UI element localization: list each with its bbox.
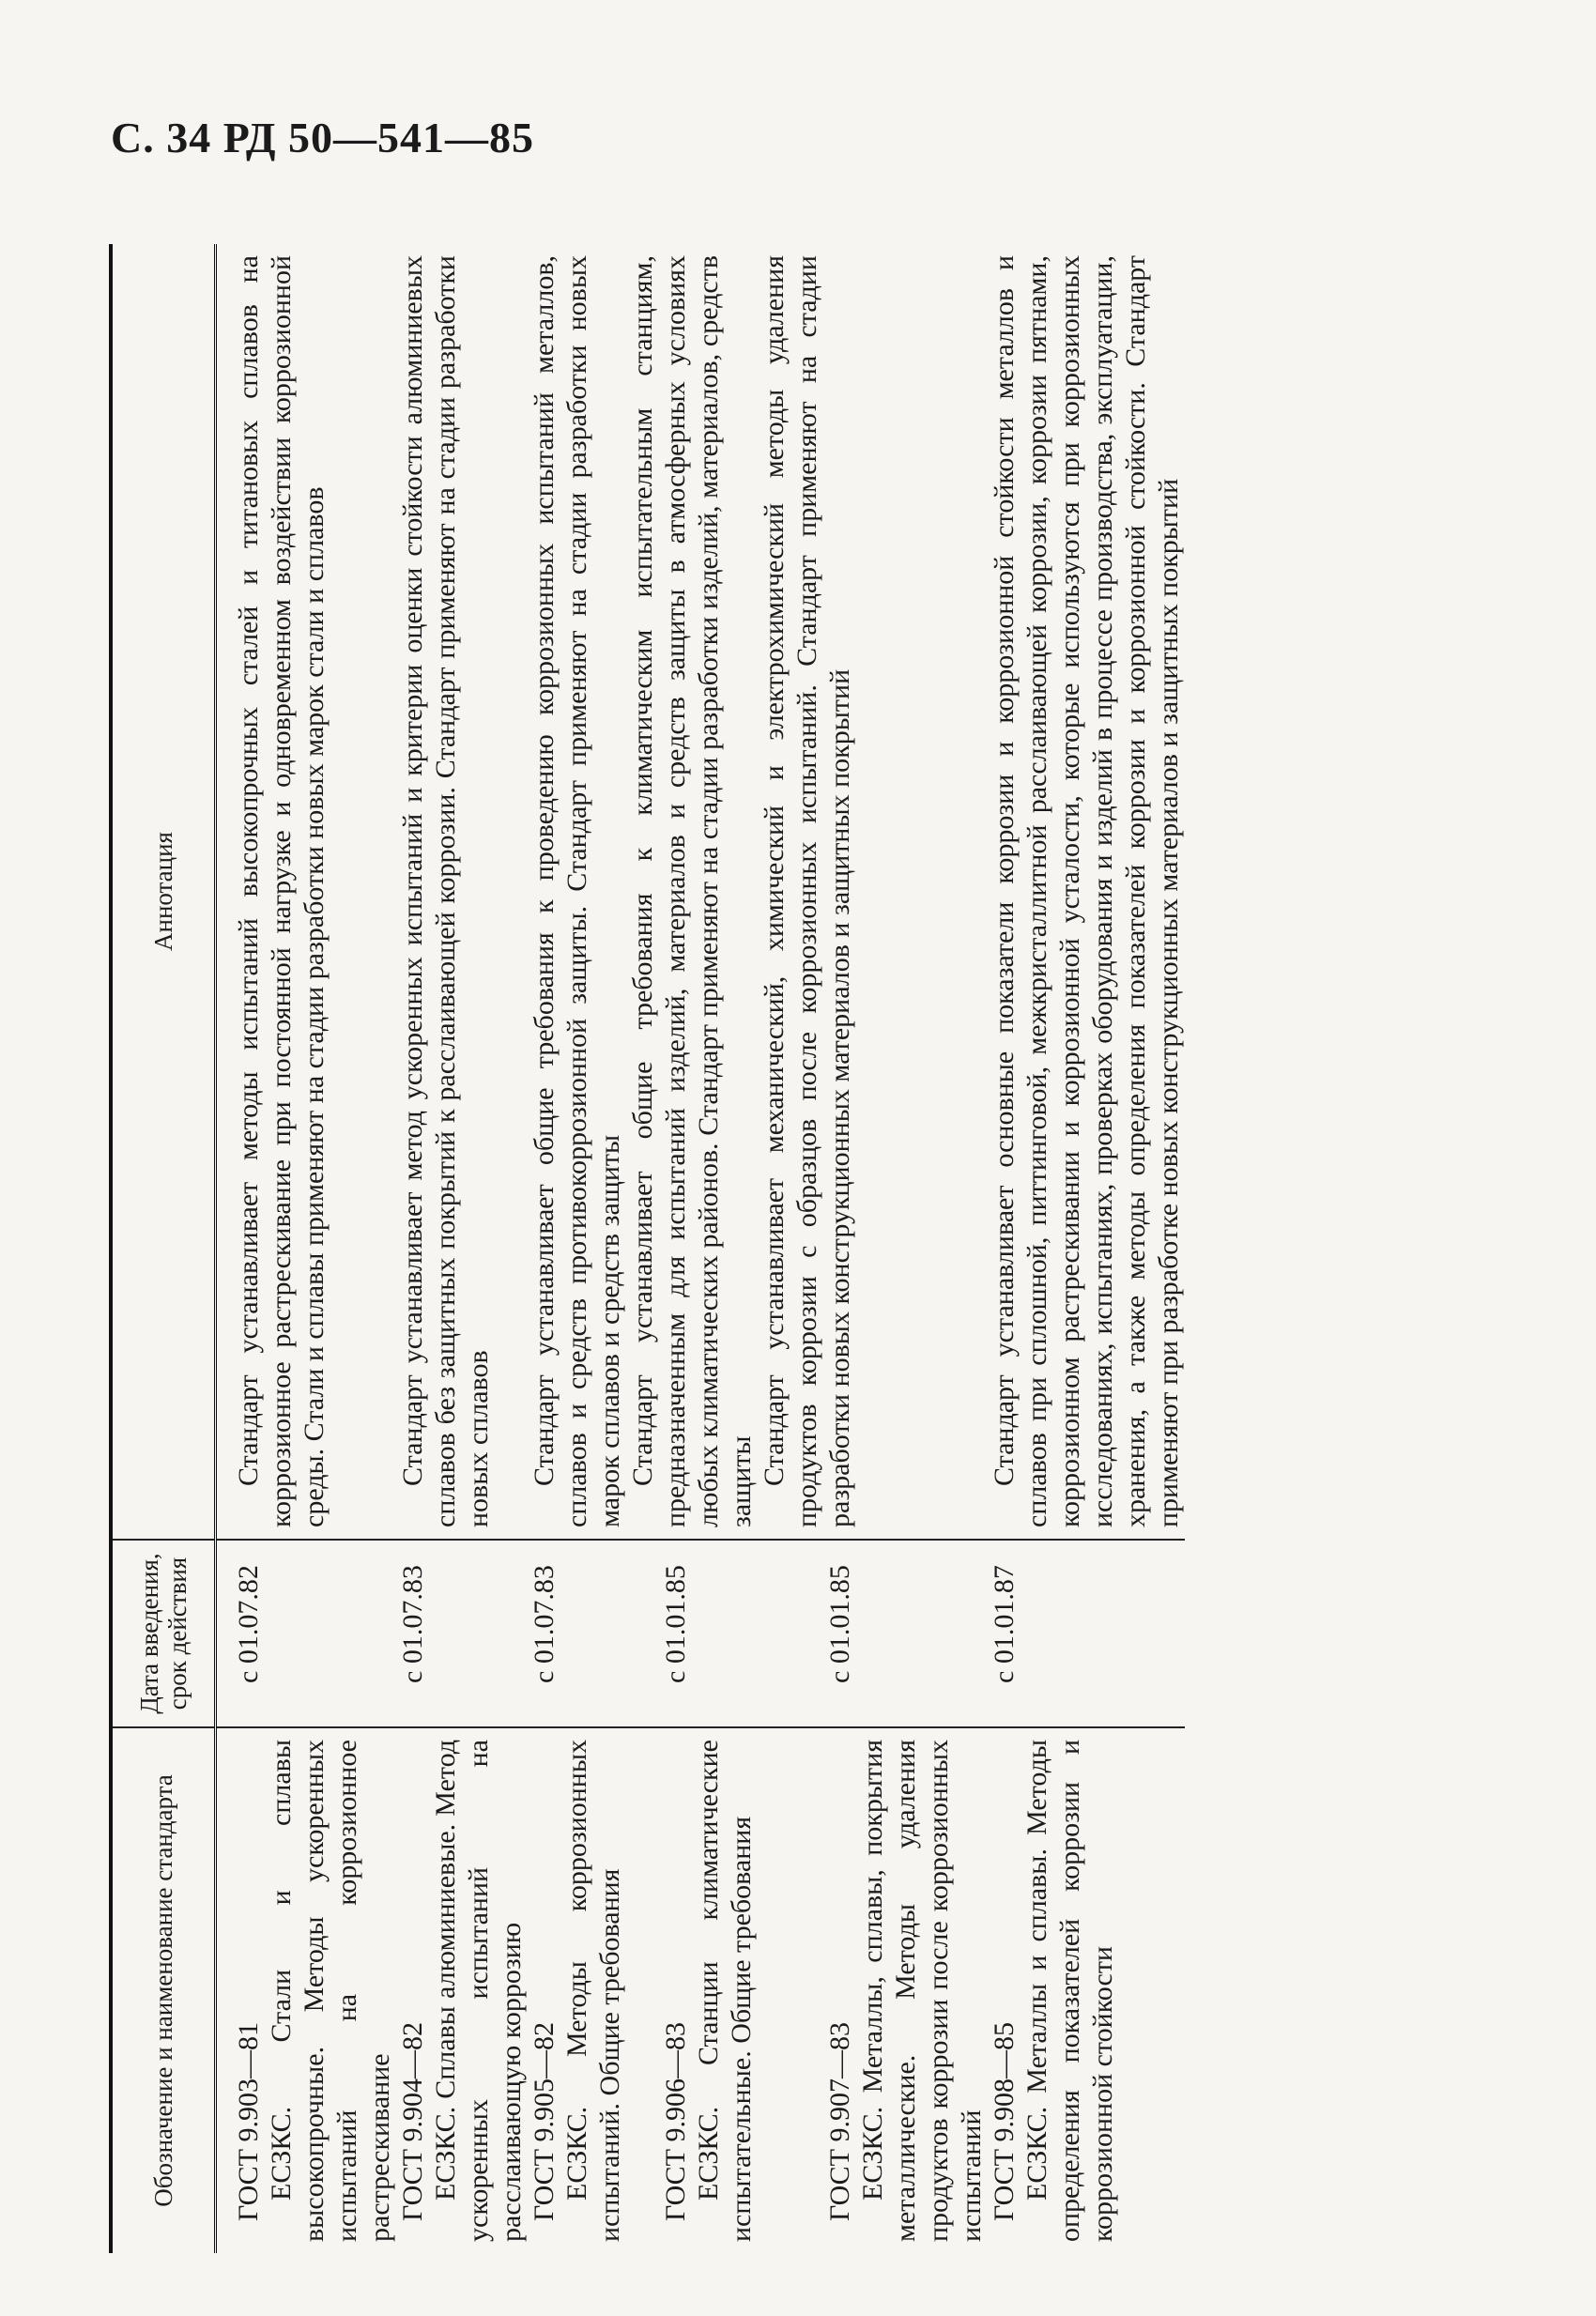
standard-name: ЕСЗКС. Сплавы алюминиевые. Метод ускоренных испытаний на расслаивающую коррозию xyxy=(430,1740,527,2242)
annotation-text: Стандарт устанавливает механический, химический и электрохимический методы удаления продуктов коррозии с образцов после коррозионных испытаний. Стандарт применяют на стадии разработки новых конструкционных материалов и защитных покрытий xyxy=(759,255,855,1527)
date-cell xyxy=(758,1540,988,1727)
table-row xyxy=(528,244,626,2253)
introduction-date: с 01.01.85 xyxy=(824,1565,855,1683)
column-header-designation: Обозначение и наименование стандарта xyxy=(111,1727,216,2253)
date-cell xyxy=(396,1540,528,1727)
table-row xyxy=(626,244,758,2253)
standard-name: ЕСЗКС. Металлы, сплавы, покрытия металлические. Методы удаления продуктов коррозии после коррозионных испытаний xyxy=(857,1740,987,2242)
annotation-cell xyxy=(216,244,397,1540)
annotation-cell xyxy=(626,244,758,1540)
annotation-cell xyxy=(758,244,988,1540)
annotation-text: Стандарт устанавливает метод ускоренных испытаний и критерии оценки стойкости алюминиевых сплавов без защитных покрытий к расслаивающей коррозии. Стандарт применяют на стадии разработки новых сплавов xyxy=(397,255,494,1527)
designation-cell xyxy=(528,1727,626,2253)
date-cell xyxy=(216,1540,397,1727)
designation-cell xyxy=(626,1727,758,2253)
column-header-annotation: Аннотация xyxy=(111,244,216,1540)
annotation-text: Стандарт устанавливает основные показатели коррозии и коррозионной стойкости металлов и сплавов при сплошной, питтинговой, межкристаллитной расслаивающей коррозии, коррозии пятнами, коррозионном растрескивании и коррозионной усталости, которые используются при коррозионных исследованиях, испытаниях, проверках оборудования и изделий в процессе производства, эксплуатации, хранения, а также методы определения показателей коррозии и коррозионной стойкости. Стандарт применяют при разработке новых конструкционных материалов и защитных покрытий xyxy=(989,255,1184,1527)
designation-cell xyxy=(396,1727,528,2253)
annotation-cell xyxy=(528,244,626,1540)
designation-cell xyxy=(758,1727,988,2253)
table-row xyxy=(988,244,1185,2253)
introduction-date: с 01.01.85 xyxy=(660,1565,691,1683)
row-spacer xyxy=(758,1552,823,1715)
annotation-text: Стандарт устанавливает общие требования к климатическим испытательным станциям, предназначенным для испытаний изделий, материалов и средств защиты в атмосферных условиях любых климатических районов. Стандарт применяют на стадии разработки изделий, материалов, средств защиты xyxy=(627,255,757,1527)
designation-cell xyxy=(988,1727,1185,2253)
standard-name: ЕСЗКС. Стали и сплавы высокопрочные. Методы ускоренных испытаний на коррозионное растрескивание xyxy=(266,1740,395,2242)
standard-name: ЕСЗКС. Методы коррозионных испытаний. Общие требования xyxy=(561,1740,625,2242)
table-row xyxy=(758,244,988,2253)
column-header-date: Дата введения, срок действия xyxy=(111,1540,216,1727)
standard-name: ЕСЗКС. Металлы и сплавы. Методы определения показателей коррозии и коррозионной стойкости xyxy=(1021,1740,1118,2242)
date-cell xyxy=(988,1540,1185,1727)
annotation-text: Стандарт устанавливает методы испытаний высокопрочных сталей и титановых сплавов на коррозионное растрескивание при постоянной нагрузке и одновременном воздействии коррозионной среды. Стали и сплавы применяют на стадии разработки новых марок стали и сплавов xyxy=(233,255,330,1527)
standard-code: ГОСТ 9.906—83 xyxy=(660,2022,691,2221)
annotation-cell xyxy=(396,244,528,1540)
date-cell xyxy=(626,1540,758,1727)
standard-code: ГОСТ 9.903—81 xyxy=(233,2022,264,2221)
standards-table-container xyxy=(109,244,1423,2253)
row-spacer xyxy=(626,1740,659,2242)
table-header-row xyxy=(111,244,216,2253)
standard-name: ЕСЗКС. Станции климатические испытательные. Общие требования xyxy=(693,1740,757,2242)
introduction-date: с 01.07.83 xyxy=(529,1565,560,1683)
annotation-cell xyxy=(988,244,1185,1540)
annotation-text: Стандарт устанавливает общие требования к проведению коррозионных испытаний металлов, сплавов и средств противокоррозионной защиты. Стандарт применяют на стадии разработки новых марок сплавов и средств защиты xyxy=(529,255,625,1527)
designation-cell xyxy=(216,1727,397,2253)
standard-code: ГОСТ 9.907—83 xyxy=(824,2022,855,2221)
standards-table xyxy=(109,244,1185,2253)
standard-code: ГОСТ 9.905—82 xyxy=(529,2022,560,2221)
page-header: С. 34 РД 50—541—85 xyxy=(111,114,535,161)
row-spacer xyxy=(758,1740,823,2242)
rotated-table-block xyxy=(109,244,1423,2253)
introduction-date: с 01.01.87 xyxy=(989,1565,1020,1683)
date-cell xyxy=(528,1540,626,1727)
table-row xyxy=(216,244,397,2253)
introduction-date: с 01.07.83 xyxy=(397,1565,428,1683)
standard-code: ГОСТ 9.904—82 xyxy=(397,2022,428,2221)
introduction-date: с 01.07.82 xyxy=(233,1565,264,1683)
standard-code: ГОСТ 9.908—85 xyxy=(989,2022,1020,2221)
table-row xyxy=(396,244,528,2253)
row-spacer xyxy=(626,1552,659,1715)
